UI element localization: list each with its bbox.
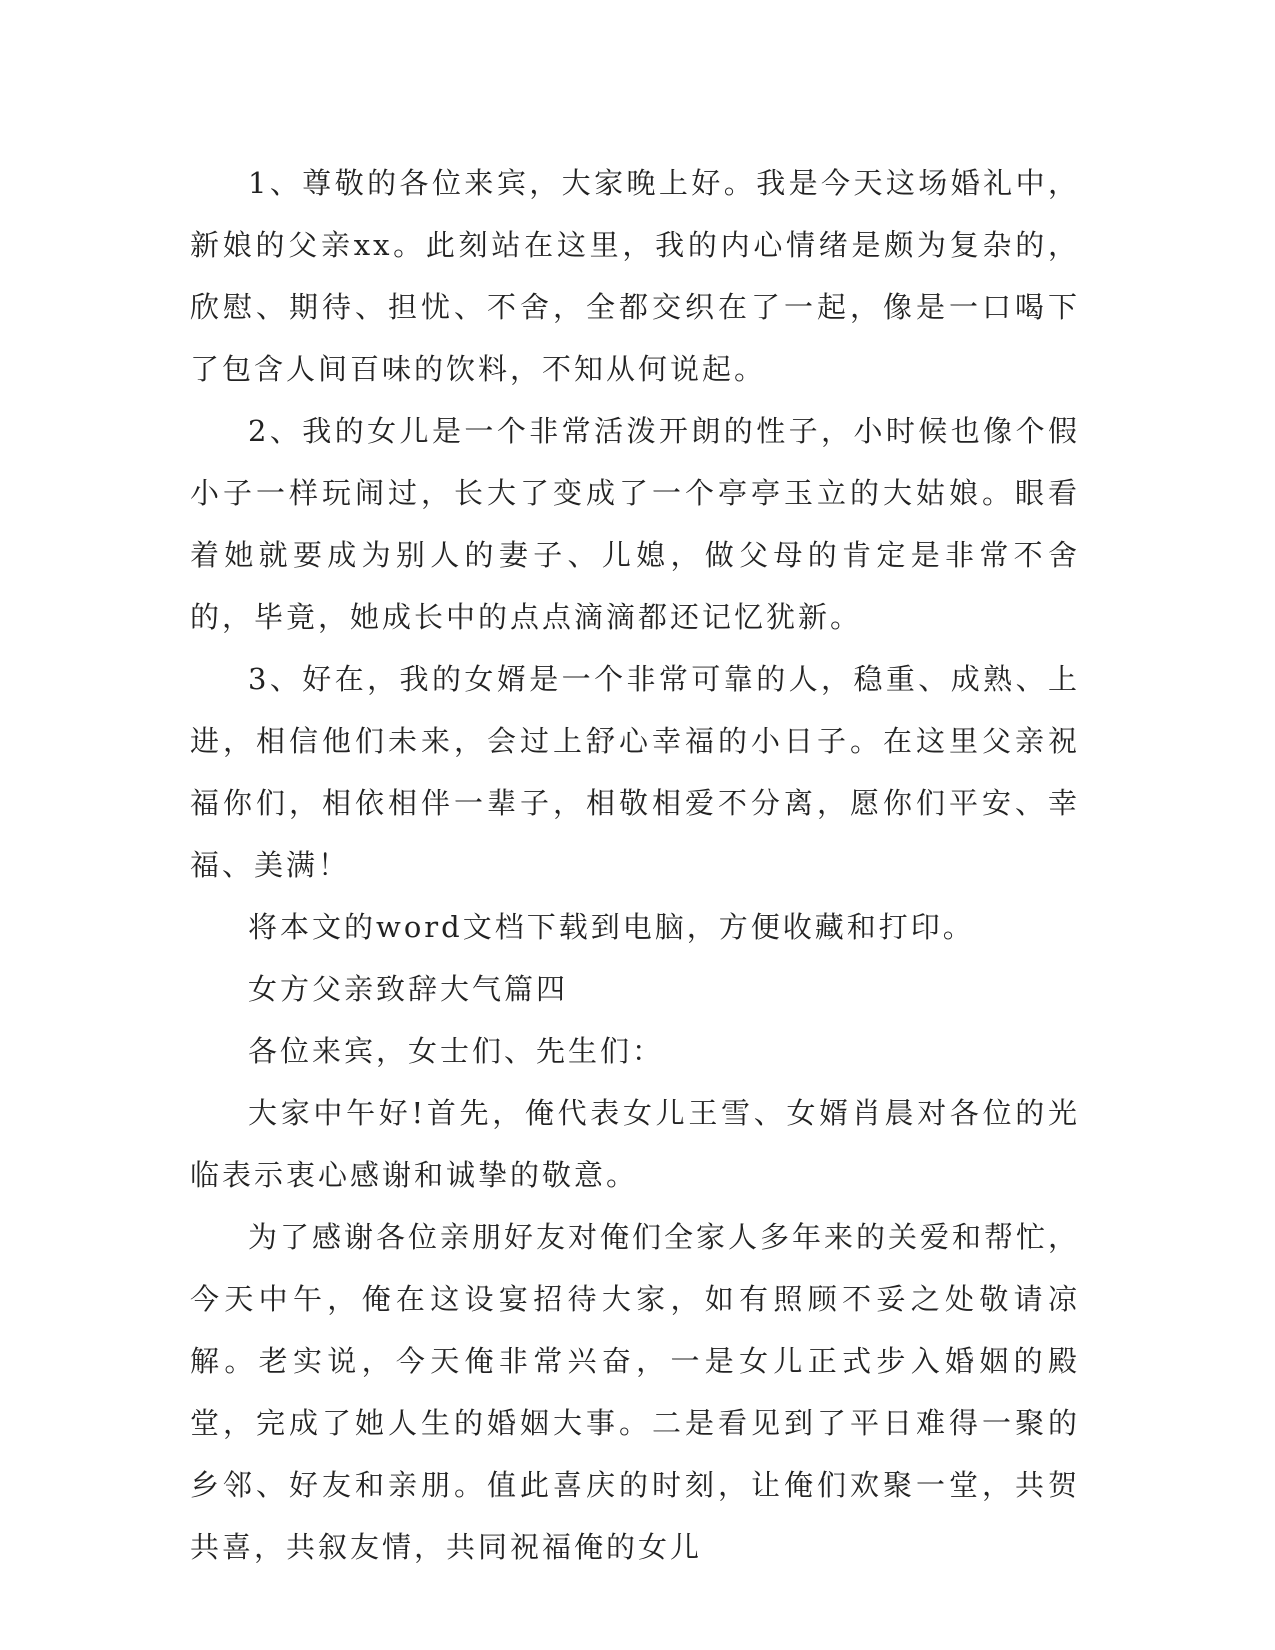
paragraph-thanks: 为了感谢各位亲朋好友对俺们全家人多年来的关爱和帮忙，今天中午，俺在这设宴招待大家，如有照顾不妥之处敬请凉解。老实说，今天俺非常兴奋，一是女儿正式步入婚姻的殿堂，完成了她人生的婚姻大事。二是看见到了平日难得一聚的乡邻、好友和亲朋。值此喜庆的时刻，让俺们欢聚一堂，共贺共喜，共叙友情，共同祝福俺的女儿 [190, 1220, 1081, 1564]
document-body [190, 152, 1080, 1578]
paragraph-1: 1、尊敬的各位来宾，大家晚上好。我是今天这场婚礼中，新娘的父亲xx。此刻站在这里，我的内心情绪是颇为复杂的，欣慰、期待、担忧、不舍，全都交织在了一起，像是一口喝下了包含人间百味的饮料，不知从何说起。 [190, 166, 1080, 386]
paragraph-greeting: 大家中午好!首先，俺代表女儿王雪、女婿肖晨对各位的光临表示衷心感谢和诚挚的敬意。 [190, 1096, 1080, 1192]
salutation: 各位来宾，女士们、先生们： [248, 1034, 665, 1068]
download-note: 将本文的word文档下载到电脑，方便收藏和打印。 [248, 910, 975, 944]
paragraph-3: 3、好在，我的女婿是一个非常可靠的人，稳重、成熟、上进，相信他们未来，会过上舒心幸福的小日子。在这里父亲祝福你们，相依相伴一辈子，相敬相爱不分离，愿你们平安、幸福、美满！ [190, 662, 1080, 882]
section-heading: 女方父亲致辞大气篇四 [248, 972, 569, 1006]
paragraph-2: 2、我的女儿是一个非常活泼开朗的性子，小时候也像个假小子一样玩闹过，长大了变成了一个亭亭玉立的大姑娘。眼看着她就要成为别人的妻子、儿媳，做父母的肯定是非常不舍的，毕竟，她成长中的点点滴滴都还记忆犹新。 [190, 414, 1080, 634]
